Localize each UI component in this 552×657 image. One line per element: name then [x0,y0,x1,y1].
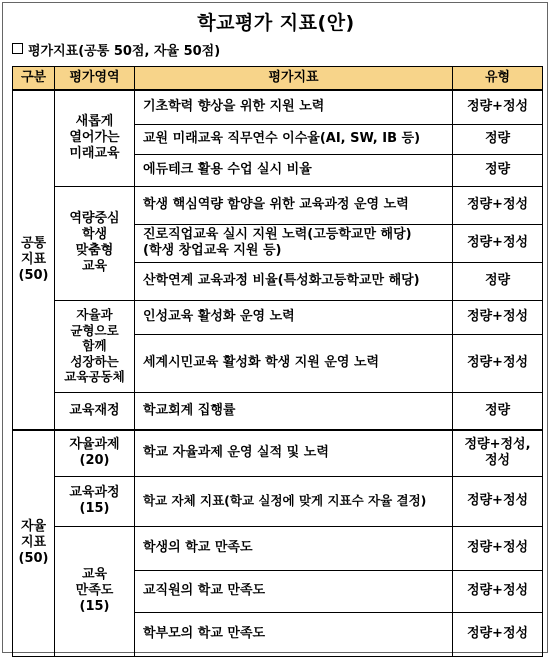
type-cell: 정량+정성 [453,300,543,334]
indicator-cell: 학교 자율과제 운영 실적 및 노력 [135,430,453,476]
area-cell [55,392,135,430]
type-cell: 정량 [453,124,543,154]
indicator-cell: 학교 자체 지표(학교 실정에 맞게 지표수 자율 결정) [135,476,453,526]
type-cell: 정량+정성 [453,186,543,224]
group-label: 자율 지표 (50) [18,519,49,567]
area-cell [55,90,135,186]
table-row [13,90,543,124]
indicator-cell: 에듀테크 활용 수업 실시 비율 [135,154,453,186]
area-cell [55,430,135,476]
type-cell: 정량+정성, 정성 [453,430,543,476]
area-label: 교육재정 [69,402,120,418]
header-category: 구분 [13,67,55,91]
type-cell: 정량 [453,392,543,430]
indicator-cell: 학생의 학교 만족도 [135,526,453,570]
checkbox-square-icon [12,43,23,54]
indicator-cell: 기초학력 향상을 위한 지원 노력 [135,90,453,124]
header-indicator: 평가지표 [135,67,453,91]
header-area: 평가영역 [55,67,135,91]
section-heading-text: 평가지표(공통 50점, 자율 50점) [28,44,221,59]
indicator-cell: 학부모의 학교 만족도 [135,612,453,656]
indicator-cell: 세계시민교육 활성화 학생 지원 운영 노력 [135,334,453,392]
area-label: 교육과정 (15) [69,485,120,516]
indicator-cell: 교원 미래교육 직무연수 이수율(AI, SW, IB 등) [135,124,453,154]
indicator-cell: 교직원의 학교 만족도 [135,570,453,612]
area-label: 새롭게 열어가는 미래교육 [69,114,120,162]
table-row [13,476,543,526]
type-cell: 정량 [453,262,543,300]
type-cell: 정량+정성 [453,526,543,570]
table-row [13,392,543,430]
table-header-row [13,67,543,91]
header-type: 유형 [453,67,543,91]
table-row [13,300,543,334]
page-title: 학교평가 지표(안) [197,12,355,34]
type-cell: 정량+정성 [453,224,543,262]
table-row [13,430,543,476]
area-label: 교육 만족도 (15) [75,567,114,614]
type-cell: 정량+정성 [453,612,543,656]
area-cell [55,300,135,392]
section-heading [12,40,220,59]
group-label: 공통 지표 (50) [18,236,49,283]
indicator-cell: 인성교육 활성화 운영 노력 [135,300,453,334]
indicator-cell: 진로직업교육 실시 지원 노력(고등학교만 해당) (학생 창업교육 지원 등) [135,224,453,262]
area-cell [55,186,135,300]
area-label: 자율과제 (20) [69,437,120,469]
group-cell-autonomous [13,430,55,656]
type-cell: 정량+정성 [453,476,543,526]
area-cell [55,526,135,656]
type-cell: 정량+정성 [453,570,543,612]
table-row [13,186,543,224]
indicator-cell: 학교회계 집행률 [135,392,453,430]
type-cell: 정량+정성 [453,90,543,124]
evaluation-table [12,66,543,657]
type-cell: 정량 [453,154,543,186]
indicator-cell: 학생 핵심역량 함양을 위한 교육과정 운영 노력 [135,186,453,224]
area-cell [55,476,135,526]
area-label: 자율과 균형으로 함께 성장하는 교육공동체 [64,307,125,385]
area-label: 역량중심 학생 맞춤형 교육 [69,211,120,274]
table-row [13,526,543,570]
group-cell-common [13,90,55,430]
indicator-cell: 산학연계 교육과정 비율(특성화고등학교만 해당) [135,262,453,300]
type-cell: 정량+정성 [453,334,543,392]
